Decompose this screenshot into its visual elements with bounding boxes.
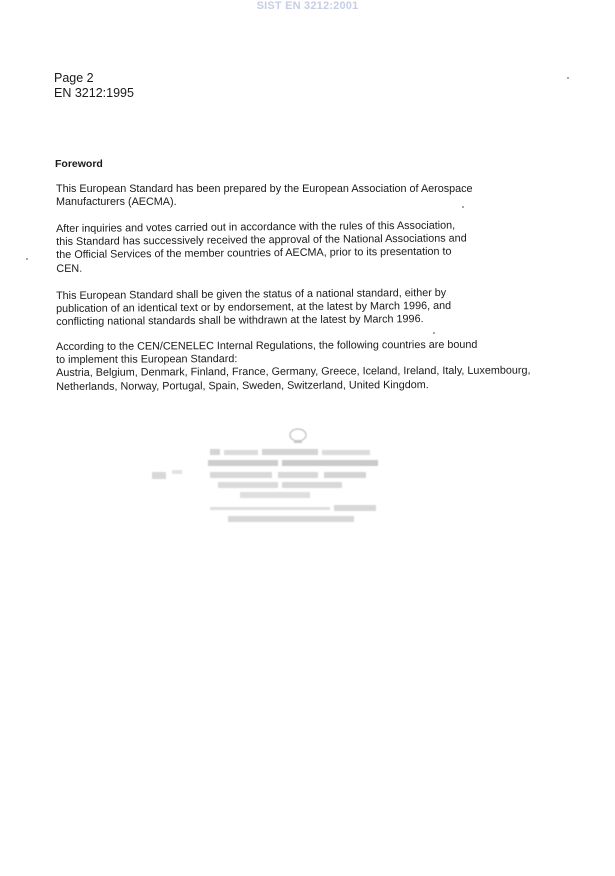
paragraph-line: Austria, Belgium, Denmark, Finland, France, Germany, Greece, Iceland, Ireland, Italy, Luxembourg,	[56, 364, 531, 380]
paragraph-line: This European Standard shall be given the status of a national standard, either by	[56, 286, 447, 302]
page-header	[54, 71, 134, 101]
paragraph-line: This European Standard has been prepared by the European Association of Aerospace	[56, 183, 473, 195]
page-number: Page 2	[54, 71, 94, 85]
paragraph-line: the Official Services of the member countries of AECMA, prior to its presentation to	[56, 245, 452, 262]
foreword-heading: Foreword	[55, 158, 103, 170]
scan-speck	[462, 206, 464, 208]
scan-speck	[567, 77, 569, 79]
scan-speck	[26, 258, 28, 260]
paragraph-line: Manufacturers (AECMA).	[56, 196, 177, 209]
paragraph-line: this Standard has successively received the approval of the National Associations and	[56, 232, 467, 249]
paragraph-line: Netherlands, Norway, Portugal, Spain, Sweden, Switzerland, United Kingdom.	[56, 378, 429, 393]
standard-number: EN 3212:1995	[54, 86, 134, 100]
foreword-paragraph-2	[56, 219, 566, 276]
foreword-paragraph-3	[56, 286, 566, 330]
paragraph-line: conflicting national standards shall be withdrawn at the latest by March 1996.	[56, 313, 424, 329]
watermark-header: SIST EN 3212:2001	[256, 0, 359, 12]
scan-speck	[433, 332, 435, 334]
paragraph-line: CEN.	[56, 262, 83, 275]
reception-stamp	[148, 425, 388, 535]
paragraph-line: to implement this European Standard:	[56, 353, 238, 367]
foreword-paragraph-1	[56, 183, 566, 209]
foreword-paragraph-4	[56, 338, 566, 393]
paragraph-line: publication of an identical text or by endorsement, at the latest by March 1996, and	[56, 300, 452, 316]
paragraph-line: According to the CEN/CENELEC Internal Regulations, the following countries are bound	[56, 338, 478, 353]
paragraph-line: After inquiries and votes carried out in accordance with the rules of this Association,	[56, 219, 456, 235]
